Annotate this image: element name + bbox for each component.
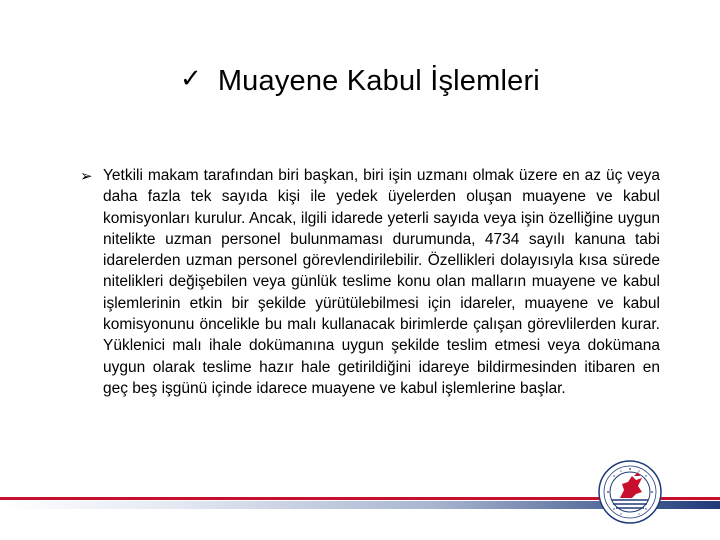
bullet-item (80, 165, 660, 399)
bullet-text: Yetkili makam tarafından biri başkan, biri işin uzmanı olmak üzere en az üç veya daha fazla tek sayıda kişi ile yedek üyelerden oluşan muayene ve kabul komisyonları kurulur. Ancak, ilgili idarede yeterli sayıda veya işin özelliğine uygun nitelikte uzman personel bulunmaması durumunda, 4734 sayılı kanuna tabi idarelerden uzman personel görevlendirilebilir. Özellikleri dolayısıyla kısa sürede nitelikleri değişebilen veya günlük teslime konu olan malların muayene ve kabul işlemlerinin etkin bir şekilde yürütülebilmesi için idareler, muayene ve kabul komisyonunu öncelikle bu malı kullanacak birimlerde çalışan görevlilerden kurar. Yüklenici malı ihale dokümanına uygun şekilde teslim etmesi veya dokümana uygun olarak teslime hazır hale getirildiğini idareye bildirmesinden itibaren en geç beş işgünü içinde idarece muayene ve kabul işlemlerine başlar. (103, 167, 660, 397)
arrow-bullet-icon: ➢ (80, 167, 93, 185)
university-seal-icon (598, 460, 662, 524)
checkmark-icon: ✓ (180, 64, 202, 94)
slide-title: Muayene Kabul İşlemleri (217, 64, 540, 97)
title-row (0, 58, 720, 104)
